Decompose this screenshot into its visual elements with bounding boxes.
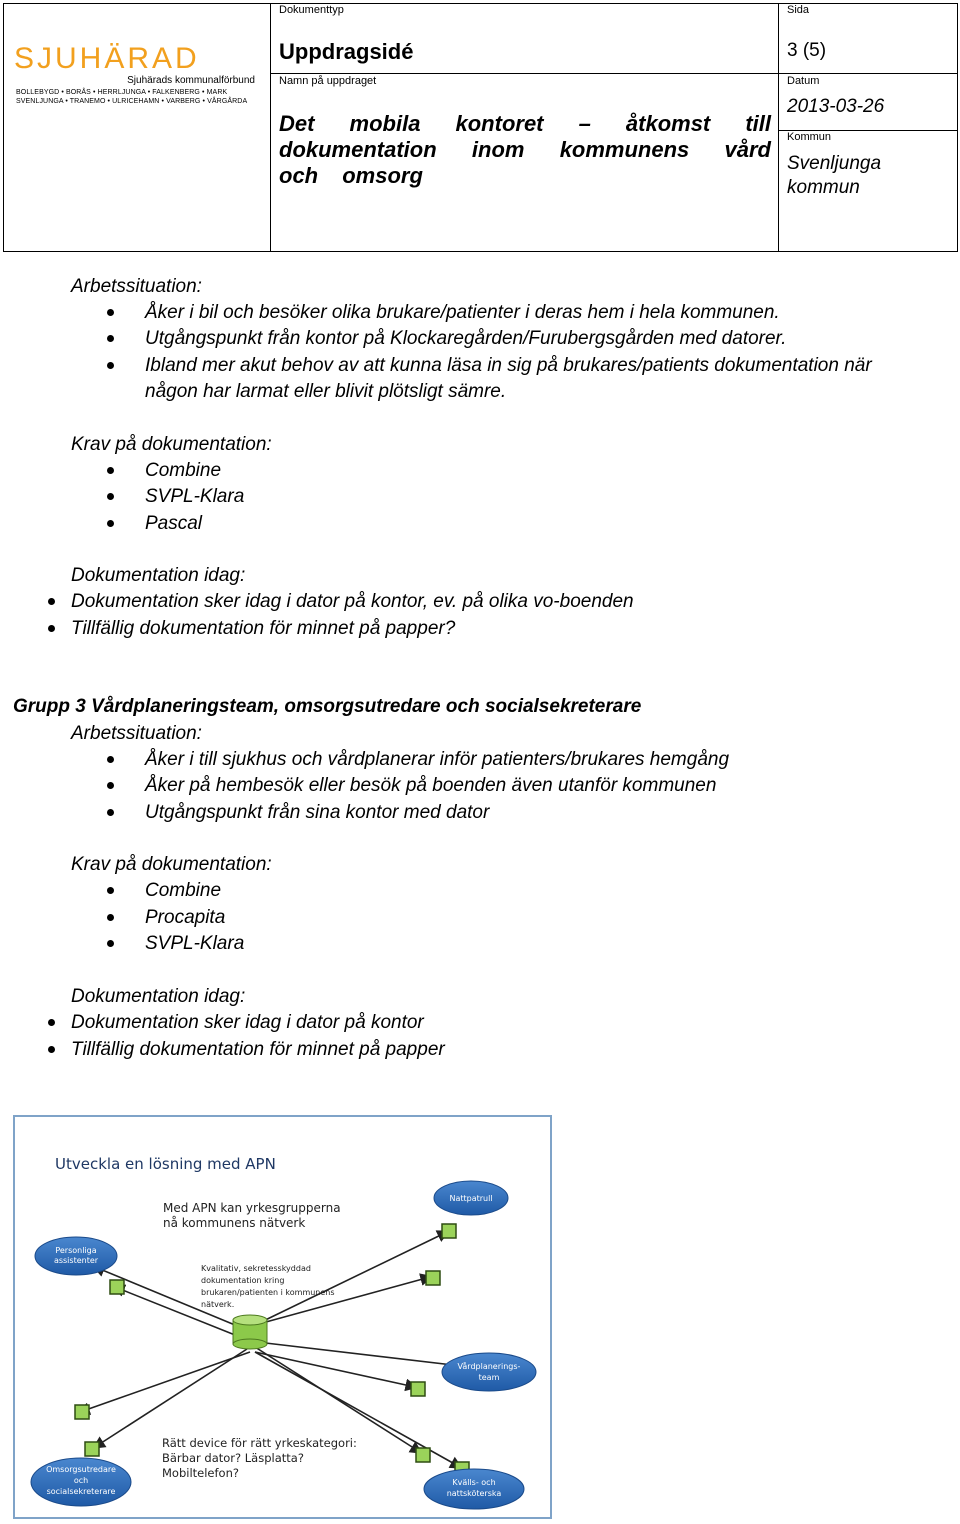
- list-item: Combine: [145, 880, 222, 901]
- list-item: Utgångspunkt från kontor på Klockaregården/Furubergsgården med datorer.: [145, 328, 787, 349]
- bullet: [107, 309, 114, 316]
- node-label: Omsorgsutredare: [46, 1465, 116, 1474]
- node-label: team: [478, 1373, 500, 1382]
- database-text-line: Kvalitativ, sekretesskyddad: [201, 1264, 311, 1273]
- node-label: och: [73, 1476, 89, 1485]
- page-label: Sida: [787, 4, 810, 16]
- bullet: [107, 520, 114, 527]
- node-vardplaneringsteam: [442, 1353, 536, 1391]
- database-icon: [233, 1315, 267, 1349]
- logo-wordmark: SJUHÄRAD: [14, 42, 200, 75]
- node-label: assistenter: [53, 1256, 99, 1265]
- list-item: Procapita: [145, 907, 226, 928]
- list-item: Åker i till sjukhus och vårdplanerar inför patienters/brukares hemgång: [145, 749, 730, 770]
- list-item: Åker i bil och besöker olika brukare/patienter i deras hem i hela kommunen.: [145, 302, 780, 323]
- bullet: [107, 940, 114, 947]
- bullet: [107, 362, 114, 369]
- assignment-label: Namn på uppdraget: [279, 75, 377, 87]
- device-icon: [416, 1448, 430, 1462]
- list-item: Ibland mer akut behov av att kunna läsa in sig på brukares/patients dokumentation när: [145, 355, 872, 376]
- node-personliga-assistenter: [35, 1237, 117, 1275]
- list-item: SVPL-Klara: [145, 933, 245, 954]
- device-icon: [411, 1382, 425, 1396]
- section-heading: Krav på dokumentation:: [71, 854, 272, 875]
- logo-towns-line: SVENLJUNGA • TRANEMO • ULRICEHAMN • VARBERG • VÅRGÅRDA: [16, 98, 248, 105]
- bullet: [107, 335, 114, 342]
- node-label: Kvälls- och: [452, 1478, 496, 1487]
- node-label: Nattpatrull: [449, 1194, 493, 1203]
- section-heading: Dokumentation idag:: [71, 986, 246, 1007]
- logo-towns-line: BOLLEBYGD • BORÅS • HERRLJUNGA • FALKENBERG • MARK: [16, 89, 228, 96]
- bullet: [48, 1046, 55, 1053]
- bullet: [107, 756, 114, 763]
- node-label: nattsköterska: [446, 1489, 502, 1498]
- page-number: 3 (5): [787, 40, 827, 61]
- municipality-label: Kommun: [787, 131, 832, 143]
- apn-diagram: [15, 1117, 550, 1517]
- document-date: 2013-03-26: [787, 96, 885, 117]
- device-icon: [85, 1442, 99, 1456]
- database-text-line: nätverk.: [201, 1300, 235, 1309]
- group-title: Grupp 3 Vårdplaneringsteam, omsorgsutredare och socialsekreterare: [13, 696, 642, 717]
- bullet: [107, 887, 114, 894]
- device-text-line: Bärbar dator? Läsplatta?: [162, 1451, 304, 1465]
- device-text-line: Rätt device för rätt yrkeskategori:: [162, 1436, 357, 1450]
- date-label: Datum: [787, 75, 820, 87]
- list-item: Tillfällig dokumentation för minnet på papper: [71, 1039, 445, 1060]
- header-divider: [270, 4, 271, 251]
- slide-title: Utveckla en lösning med APN: [55, 1155, 276, 1173]
- list-item: Pascal: [145, 513, 203, 534]
- section-heading: Krav på dokumentation:: [71, 434, 272, 455]
- bullet: [107, 493, 114, 500]
- slide-subtitle: nå kommunens nätverk: [163, 1216, 306, 1230]
- device-icon: [426, 1271, 440, 1285]
- assignment-title: Det mobila kontoret – åtkomst till dokumentation inom kommunens vård och omsorg: [279, 111, 771, 188]
- list-item: SVPL-Klara: [145, 486, 245, 507]
- node-label: Personliga: [55, 1246, 97, 1255]
- node-nattpatrull: [434, 1181, 508, 1215]
- device-question: [162, 1436, 357, 1480]
- list-item: Dokumentation sker idag i dator på kontor: [71, 1012, 424, 1033]
- logo-towns: [16, 88, 261, 106]
- bullet: [107, 914, 114, 921]
- section-heading: Arbetssituation:: [71, 276, 202, 297]
- logo-subtitle: Sjuhärads kommunalförbund: [127, 75, 255, 86]
- bullet: [48, 598, 55, 605]
- list-item: Åker på hembesök eller besök på boenden även utanför kommunen: [145, 775, 717, 796]
- list-item: Combine: [145, 460, 222, 481]
- bullet: [107, 467, 114, 474]
- section-heading: Dokumentation idag:: [71, 565, 246, 586]
- header-divider: [270, 73, 957, 74]
- database-description: [201, 1264, 335, 1309]
- node-label: Vårdplanerings-: [457, 1362, 521, 1371]
- database-text-line: brukaren/patienten i kommunens: [201, 1288, 335, 1297]
- sjuharad-logo: [14, 44, 259, 104]
- doctype-value: Uppdragsidé: [279, 39, 414, 64]
- bullet: [48, 1019, 55, 1026]
- doctype-label: Dokumenttyp: [279, 4, 344, 16]
- section-heading: Arbetssituation:: [71, 723, 202, 744]
- device-text-line: Mobiltelefon?: [162, 1466, 239, 1480]
- slide-subtitle: Med APN kan yrkesgrupperna: [163, 1201, 341, 1215]
- list-item-continuation: någon har larmat eller blivit plötsligt sämre.: [145, 381, 507, 402]
- node-kvalls-nattskoterska: [424, 1469, 524, 1509]
- bullet: [48, 625, 55, 632]
- bullet: [107, 809, 114, 816]
- header-divider: [778, 4, 779, 251]
- municipality-value: Svenljunga kommun: [787, 153, 882, 198]
- list-item: Tillfällig dokumentation för minnet på papper?: [71, 618, 456, 639]
- device-icon: [75, 1405, 89, 1419]
- node-omsorgsutredare: [31, 1458, 131, 1506]
- apn-slide-image: [13, 1115, 552, 1519]
- list-item: Utgångspunkt från sina kontor med dator: [145, 802, 490, 823]
- bullet: [107, 782, 114, 789]
- device-icon: [110, 1280, 124, 1294]
- list-item: Dokumentation sker idag i dator på kontor, ev. på olika vo-boenden: [71, 591, 634, 612]
- arrow: [80, 1352, 250, 1412]
- device-icon: [442, 1224, 456, 1238]
- database-text-line: dokumentation kring: [201, 1276, 285, 1285]
- node-label: socialsekreterare: [46, 1487, 116, 1496]
